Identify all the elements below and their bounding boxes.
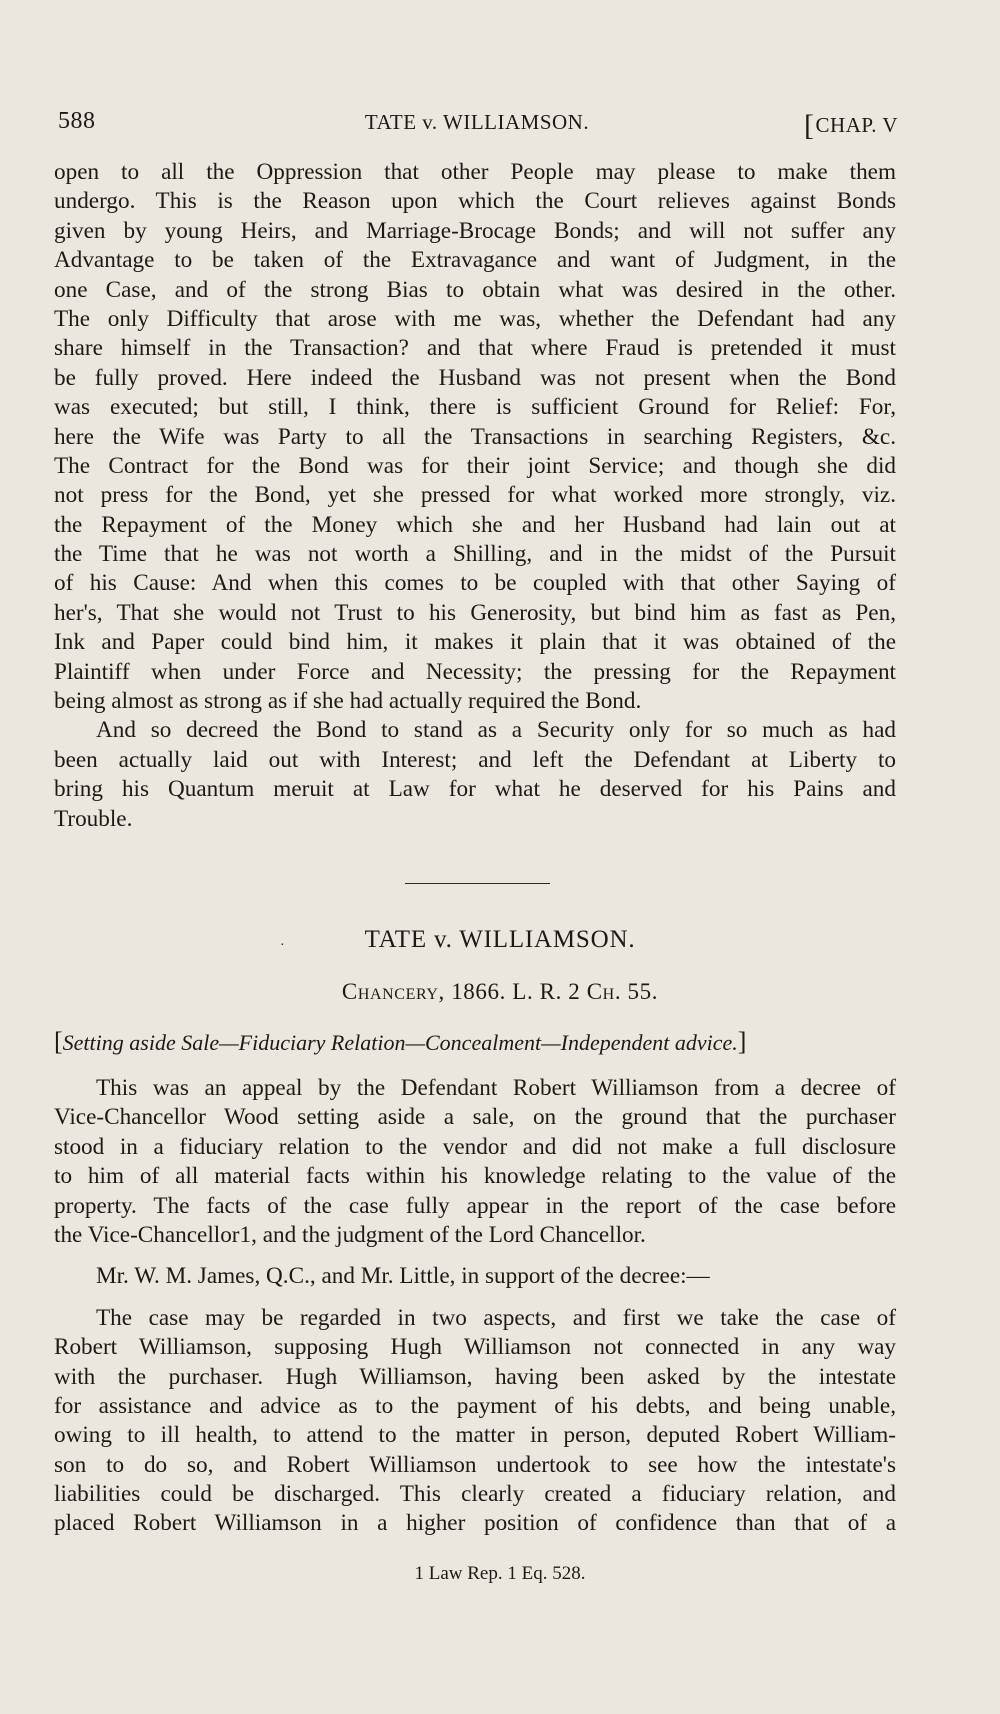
- running-title: TATE v. WILLIAMSON.: [364, 110, 590, 134]
- text-line: Robert Williamson, supposing Hugh Williamson not connected in any way: [54, 1334, 896, 1361]
- text-line: bring his Quantum meruit at Law for what he deserved for his Pains and: [54, 776, 896, 803]
- text-line: open to all the Oppression that other People may please to make them: [54, 159, 896, 185]
- text-line: of his Cause: And when this comes to be coupled with that other Saying of: [54, 570, 896, 597]
- text-line: the Repayment of the Money which she and her Husband had lain out at: [54, 511, 896, 538]
- text-line: undergo. This is the Reason upon which the Court relieves against Bonds: [54, 188, 896, 215]
- text-line: the Time that he was not worth a Shilling, and in the midst of the Pursuit: [54, 541, 896, 568]
- subject-text: Setting aside Sale—Fiduciary Relation—Concealment—Independent advice.: [62, 1030, 738, 1055]
- footnote: 1 Law Rep. 1 Eq. 528.: [414, 1563, 586, 1584]
- text-line: was executed; but still, I think, there is sufficient Ground for Relief: For,: [54, 394, 896, 421]
- text-line: her's, That she would not Trust to his Generosity, but bind him as fast as Pen,: [54, 599, 896, 626]
- text-line: son to do so, and Robert Williamson undertook to see how the intestate's: [54, 1451, 896, 1478]
- chapter-label: [CHAP. V: [804, 109, 898, 142]
- page-number: 588: [58, 108, 96, 134]
- court-citation: Chancery, 1866. L. R. 2 Ch. 55.: [341, 979, 659, 1004]
- text-line: for assistance and advice as to the payment of his debts, and being unable,: [54, 1392, 896, 1419]
- text-line: to him of all material facts within his knowledge relating to the value of the: [54, 1163, 896, 1190]
- text-line: The only Difficulty that arose with me was, whether the Defendant had any: [54, 305, 896, 332]
- judgment-text: [54, 158, 896, 834]
- case-report-text: [54, 1074, 896, 1539]
- text-line: been actually laid out with Interest; and left the Defendant at Liberty to: [54, 746, 896, 773]
- text-line: not press for the Bond, yet she pressed for what worked more strongly, viz.: [54, 482, 896, 509]
- text-line: given by young Heirs, and Marriage-Brocage Bonds; and will not suffer any: [54, 217, 896, 244]
- text-line: liabilities could be discharged. This clearly created a fiduciary relation, and: [54, 1481, 896, 1508]
- text-line: Ink and Paper could bind him, it makes it plain that it was obtained of the: [54, 629, 896, 656]
- counsel-line: Mr. W. M. James, Q.C., and Mr. Little, in support of the decree:—: [96, 1263, 710, 1290]
- headnote-subject: [Setting aside Sale—Fiduciary Relation—Concealment—Independent advice.]: [54, 1027, 747, 1056]
- text-line: stood in a fiduciary relation to the vendor and did not make a full disclosure: [54, 1133, 896, 1160]
- text-line: This was an appeal by the Defendant Robert Williamson from a decree of: [96, 1075, 896, 1101]
- text-line: the Vice-Chancellor1, and the judgment of the Lord Chancellor.: [54, 1221, 646, 1248]
- text-line: being almost as strong as if she had actually required the Bond.: [54, 688, 642, 715]
- text-line: And so decreed the Bond to stand as a Security only for so much as had: [96, 717, 896, 744]
- text-line: Advantage to be taken of the Extravagance and want of Judgment, in the: [54, 247, 896, 274]
- text-line: placed Robert Williamson in a higher position of confidence than that of a: [54, 1510, 896, 1537]
- text-line: property. The facts of the case fully appear in the report of the case before: [54, 1192, 896, 1219]
- text-line: owing to ill health, to attend to the matter in person, deputed Robert William-: [54, 1422, 896, 1449]
- text-line: The case may be regarded in two aspects, and first we take the case of: [96, 1304, 896, 1331]
- case-title: TATE v. WILLIAMSON.: [364, 926, 636, 953]
- printer-dot: ·: [280, 938, 285, 953]
- text-line: Plaintiff when under Force and Necessity; the pressing for the Repayment: [54, 658, 896, 685]
- text-line: one Case, and of the strong Bias to obtain what was desired in the other.: [54, 276, 896, 303]
- text-line: here the Wife was Party to all the Transactions in searching Registers, &c.: [54, 423, 896, 450]
- text-line: The Contract for the Bond was for their joint Service; and though she did: [54, 452, 896, 479]
- running-head: [54, 98, 900, 142]
- text-line: share himself in the Transaction? and that where Fraud is pretended it must: [54, 335, 896, 362]
- chapter-text: CHAP. V: [815, 113, 898, 137]
- section-divider: [405, 883, 550, 884]
- text-line: Trouble.: [54, 805, 133, 832]
- text-line: with the purchaser. Hugh Williamson, having been asked by the intestate: [54, 1363, 896, 1390]
- text-line: be fully proved. Here indeed the Husband was not present when the Bond: [54, 364, 896, 391]
- text-line: Vice-Chancellor Wood setting aside a sale, on the ground that the purchaser: [54, 1104, 896, 1131]
